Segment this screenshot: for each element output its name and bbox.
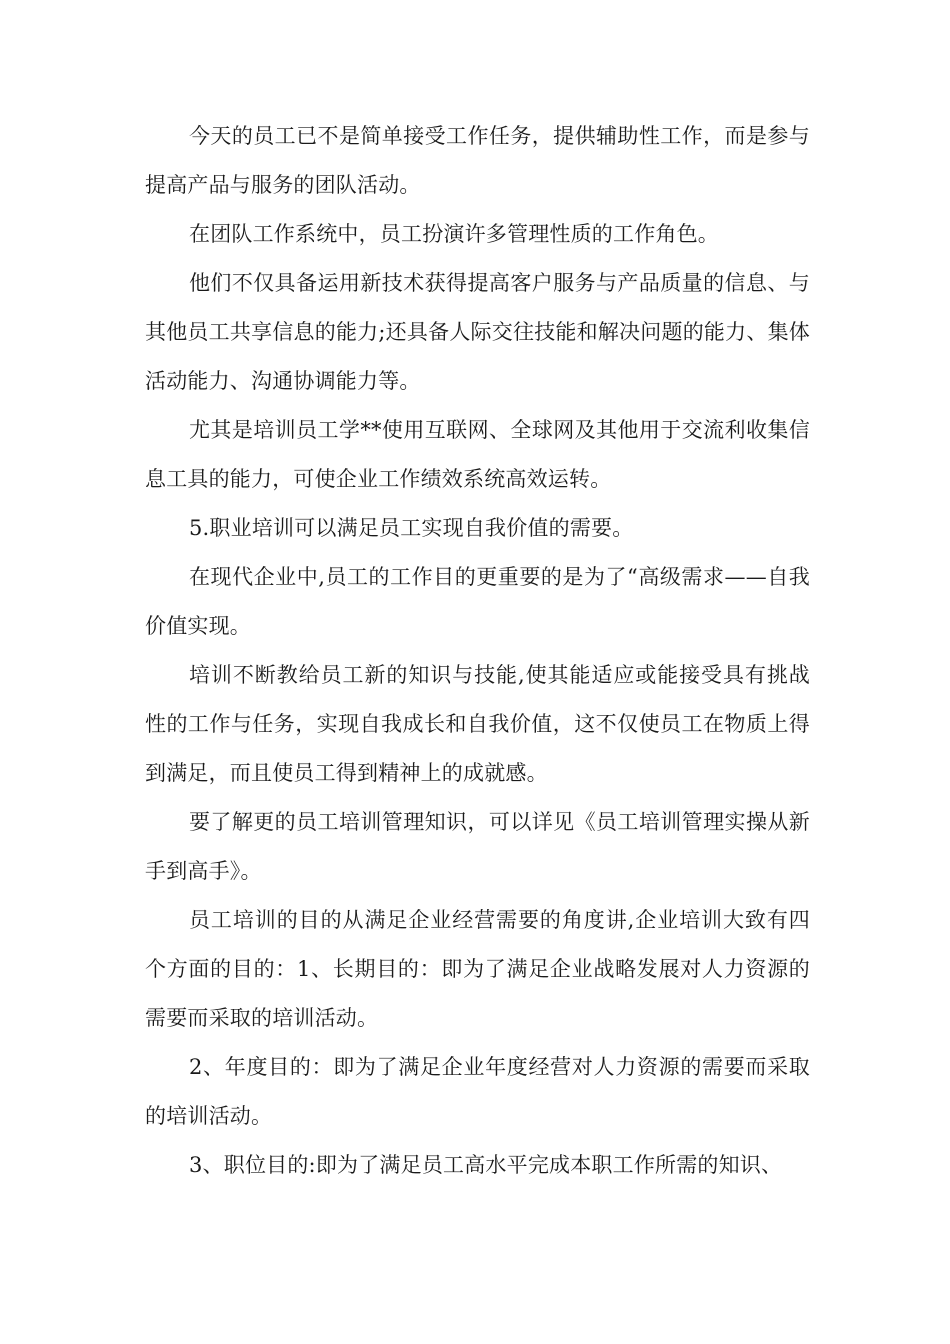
paragraph: 员工培训的目的从满足企业经营需要的角度讲,企业培训大致有四个方面的目的：1、长期目的：即为了满足企业战略发展对人力资源的需要而采取的培训活动。 — [145, 908, 810, 1030]
paragraph: 培训不断教给员工新的知识与技能,使其能适应或能接受具有挑战性的工作与任务，实现自我成长和自我价值，这不仅使员工在物质上得到满足，而且使员工得到精神上的成就感。 — [145, 663, 810, 785]
paragraph: 他们不仅具备运用新技术获得提高客户服务与产品质量的信息、与其他员工共享信息的能力;还具备人际交往技能和解决问题的能力、集体活动能力、沟通协调能力等。 — [145, 271, 810, 393]
paragraph: 3、职位目的:即为了满足员工高水平完成本职工作所需的知识、 — [189, 1153, 783, 1177]
paragraph: 2、年度目的：即为了满足企业年度经营对人力资源的需要而采取的培训活动。 — [145, 1055, 810, 1128]
paragraph: 要了解更的员工培训管理知识，可以详见《员工培训管理实操从新手到高手》。 — [145, 810, 810, 883]
paragraph: 在团队工作系统中，员工扮演许多管理性质的工作角色。 — [189, 222, 719, 246]
paragraph: 在现代企业中,员工的工作目的更重要的是为了“高级需求——自我价值实现。 — [145, 565, 810, 638]
paragraph: 今天的员工已不是简单接受工作任务，提供辅助性工作，而是参与提高产品与服务的团队活动。 — [145, 124, 810, 197]
paragraph: 尤其是培训员工学**使用互联网、全球网及其他用于交流利收集信息工具的能力，可使企业工作绩效系统高效运转。 — [145, 418, 810, 491]
paragraph: 5.职业培训可以满足员工实现自我价值的需要。 — [189, 516, 634, 540]
document-body — [145, 112, 810, 1190]
